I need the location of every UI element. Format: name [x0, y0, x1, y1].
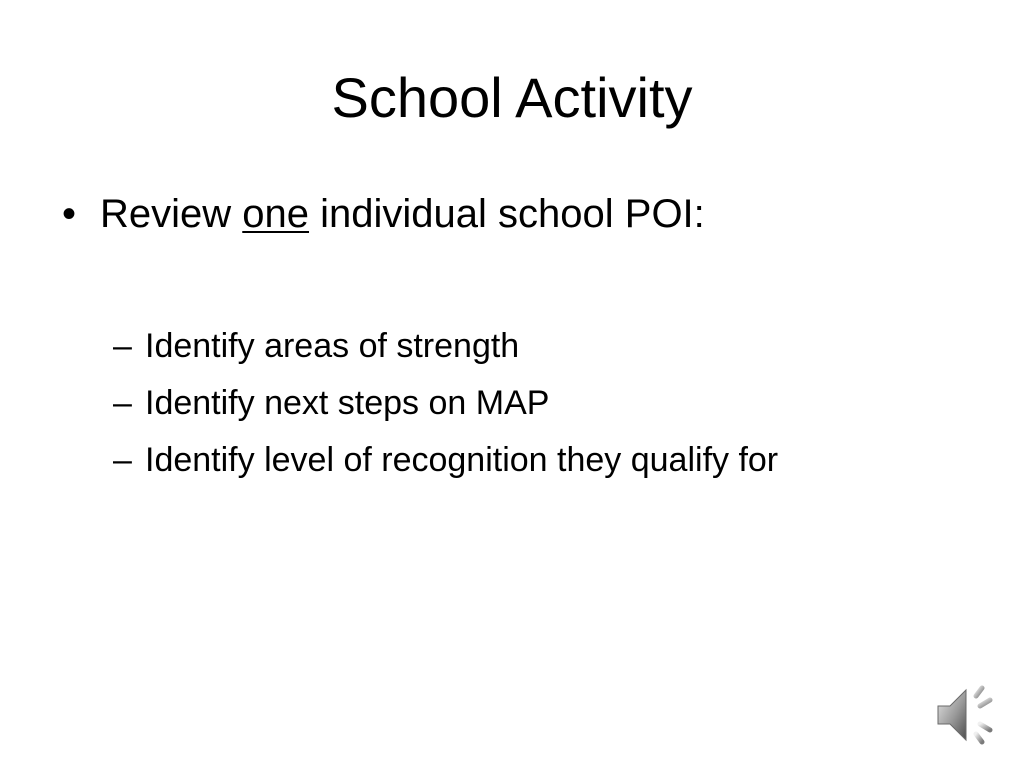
sub-bullet-item [113, 375, 778, 432]
sub-bullet-item [113, 432, 778, 489]
sub-bullet-marker: – [113, 327, 132, 365]
sub-bullet-text: Identify level of recognition they qualify for [145, 441, 779, 479]
bullet-text-before: Review [100, 192, 243, 236]
slide-title: School Activity [331, 66, 693, 129]
sub-bullet-item [113, 318, 778, 375]
speaker-icon-graphic [934, 682, 1004, 748]
sub-bullet-text: Identify next steps on MAP [145, 384, 550, 422]
sub-bullet-marker: – [113, 384, 132, 422]
speaker-icon[interactable] [934, 682, 1004, 748]
sub-bullet-text: Identify areas of strength [145, 327, 520, 365]
bullet-emphasis: one [242, 192, 310, 236]
sub-bullet-marker: – [113, 441, 132, 479]
sub-bullet-list [113, 318, 778, 489]
bullet-review [62, 188, 705, 240]
bullet-marker: • [62, 192, 77, 236]
bullet-text-after: individual school POI: [309, 192, 705, 236]
